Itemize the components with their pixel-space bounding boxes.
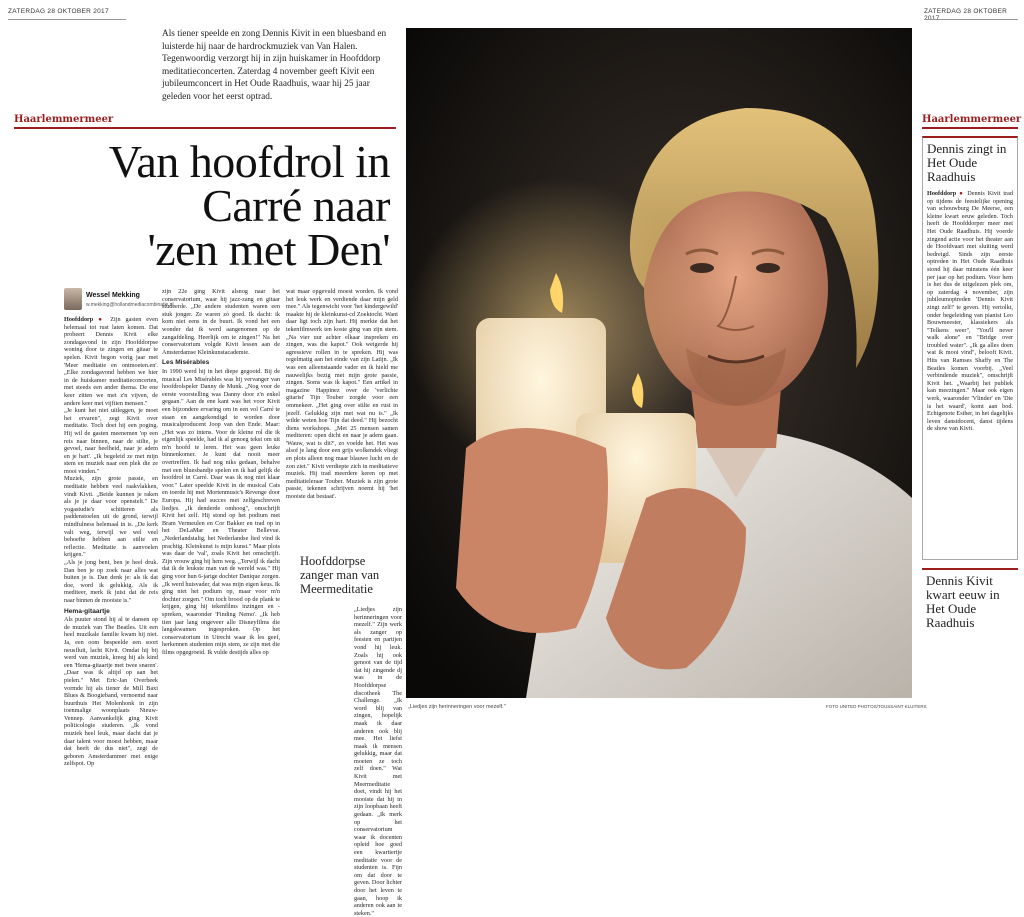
col2-paragraph-2: In 1990 werd hij in het diepe gegooid. Bij de musical Les Misérables was hij vervanger van hoofdrolspeler Danny de Munk. „Nog voor de eerste voorstelling was Danny door z'n enkel gegaan." Aan de ene kant was het voor Kivit een bijzondere ervaring om in een vol Carré te staan en aangekondigd te worden door musicalproducent Joop van den Ende. Maar: „Het was zo intens. Voor de kleine rol die ik eigenlijk speelde, had ik al genoeg tekst om uit m'n hoofd te leren. Het was geen leuke binnenkomer. Je kunt dat nooit meer overtreffen. Ik had nog niks gedaan, behalve met een bluesbandje spelen en ik had gelijk de hoofdrol in Carré. Daar was ik nog niet klaar voor." Later speelde Kivit in de musical Cats en toerde hij met Mortenmusic's Revenge door Europa. Hij had succes met zelfgeschreven liedjes. „Ik denderde omhoog", omschrijft Kivit het zelf. Hij stond op het podium met Bram Vermeulen en Cor Bakker en trad op in het DeLaMar en Theater Bellevue. „Nederlandstalig, het Nederlandse lied vind ik prachtig. Kleinkunst is mijn kunst." Maar plots was daar de 'val', zoals Kivit het omschrijft. Zijn vrouw ging bij hem weg. „Terwijl ik dacht dat ik de leukste man van de wereld was." Hij ging voor hun 6-jarige dochter Danique zorgen. „Ik werd huisvader, dat was mijn eigen keus. Ik ging niet het podium op, maar voor m'n dochter zorgen." Om toch brood op de plank te krijgen, ging hij tekenfilms inzingen en -spreken, waaronder 'Finding Nemo'. „Ik heb tien jaar lang ongeveer alle Disneyfilms die langskwamen ingesproken. Op het conservatorium in Utrecht waar ik les geef, herkennen studenten mijn stem, ze zijn met die films opgegroeid. Ik vulde destijds alles op xyxy=(162,367,280,656)
article-photo xyxy=(406,28,912,698)
quote-head: Hoofddorpse zanger man van Meermeditatie xyxy=(300,554,380,596)
section-tag-left: Haarlemmermeer xyxy=(14,114,114,125)
article-column-1 xyxy=(64,316,158,768)
headline-line-2: Carré naar xyxy=(202,180,390,231)
sidebar-kicker: Hoofddorp ● xyxy=(927,190,965,197)
top-rule-right xyxy=(924,19,1018,20)
article-intro: Als tiener speelde en zong Dennis Kivit in een bluesband en luisterde hij naar de hardrockmuziek van Van Halen. Tegenwoordig verzorgt hij in zijn huiskamer in Hoofddorp meditatieconcerten. Zaterdag 4 november geeft Kivit een jubileumconcert in Het Oude Raadhuis, waar hij 25 jaar geleden voor het eerst optrad. xyxy=(162,29,387,102)
sidebar-body: Dennis Kivit trad op tijdens de feestelijke opening van schouwburg De Meerse, een kleine kwart eeuw geleden. Toch heeft de Hoofddorper meer met Het Oude Raadhuis. Hij voerde zingend actie voor het theater aan de Hoofdvaart met sluiting werd bedreigd. Sinds zijn eerste optreden in Het Oude Raadhuis stond hij daar minstens één keer per jaar op het podium. Voor hem is het dus de uitgelezen plek om, op zaterdag 4 november, zijn jubileumoptreden 'Dennis Kivit zingt zelf!' te geven. Hij vertolkt, onder begeleiding van pianist Leo Bouwmeester, klassiekers als "Telkens weer", "You'll never walk alone" en "Bridge over troubled water". „Ik ga alles doen wat ik mooi vind", belooft Kivit. Hits van Ramses Shaffy en The Beatles komen voorbij. „Veel verbindende muziek", omschrijft Kivit het. „Waarbij het publiek kan meezingen." Maar ook eigen werk, waaronder 'Vlinder' en 'Die is het waard', komt aan bod. Echtgenote Esther, in het dagelijks leven danstdocent, danst tijdens de show van Kivit. xyxy=(927,190,1013,433)
headline-line-3: 'zen met Den' xyxy=(147,224,390,275)
bottom-teaser-title: Dennis Kivit kwart eeuw in Het Oude Raadhuis xyxy=(926,573,1000,630)
article-column-3b xyxy=(354,606,402,917)
article-column-2 xyxy=(162,288,280,728)
bottom-teaser xyxy=(922,568,1018,630)
section-bar-left xyxy=(14,127,396,129)
sidebar-text xyxy=(927,190,1013,550)
col1-paragraph-3: Muziek, zijn grote passie, en meditatie hebben veel raakvlakken, vindt Kivit. „Beide kunnen je raken als je je daar voor openstelt." De yogastudie's schitteren als paddenstoelen uit de grond, terwijl mindfulness helemaal in is. „De kerk valt weg, terwijl we wel veel behoefte hebben aan stilte en reflectie. Meditatie is aanvoelen krijgen." xyxy=(64,475,158,559)
col1-paragraph-4: „Als je jong bent, ben je heel druk. Dan ben je op zoek naar alles wat buiten je is. Dan denk je: als ik dat doe, word ik gelukkig. Als ik mediteer, merk ik juist dat de reis naar binnen de mooiste is." xyxy=(64,559,158,604)
headline-line-1: Van hoofdrol in xyxy=(108,136,390,187)
author-byline xyxy=(64,288,174,314)
dateline-right: ZATERDAG 28 OKTOBER xyxy=(924,8,1008,15)
sidebar-box xyxy=(922,136,1018,560)
subhead-les-miserables: Les Misérables xyxy=(162,359,210,367)
top-rule-left xyxy=(8,19,126,20)
photo-caption: „Liedjes zijn herinneringen voor mezelf." xyxy=(408,704,506,710)
col1-paragraph-2: „Je kunt het niet uitleggen, je moet het ervaren", zegt Kivit over meditatie. Toch doet hij een poging. Hij wil de gasten meenemen 'op een reis naar binnen, naar de stilte, je gevoel, naar heelheid, naar je adem en je hart'. „Ik begeleid ze met mijn stem en muziek naar een plek die ze mooi vinden." xyxy=(64,407,158,475)
article-column-3 xyxy=(286,288,398,548)
sidebar-title: Dennis zingt in Het Oude Raadhuis xyxy=(927,141,1007,184)
author-email: w.mekking@hollandmediacombinatie.nl xyxy=(86,302,174,308)
headline xyxy=(20,136,390,275)
author-name: Wessel Mekking xyxy=(86,292,140,299)
photo-credit: FOTO UNITED PHOTOS/TOUSSAINT KLUITERS xyxy=(826,704,927,709)
author-avatar xyxy=(64,288,82,310)
col2-paragraph-1: zijn 22e ging Kivit alsnog naar het conservatorium, waar hij jazz-zang en gitaar studeerde. „De andere studenten waren een stuk jonger. Ze waren zó goed. Ik dacht: ik kom niet eens in de buurt. Ik vond het een wonder dat ik werd aangenomen op de zangafdeling. Heerlijk om te zingen!" Na het conservatorium volgde Kivit lessen aan de Amsterdamse Kleinkunstacademie. xyxy=(162,288,280,356)
col1-paragraph-1: Zijn gasten even helemaal tot rust laten komen. Dat probeert Dennis Kivit elke zondagavond in zijn Hoofddorpse woning door te zingen en gitaar te spelen. Kivit begon vorig jaar met 'Meer meditatie en ontmoeten.en'. „Elke zondagavond hebben we hier in de huiskamer meditatieconcerten, met steeds een ander thema. De ene keer zitten we met z'n vijven, de andere keer met vijftien mensen." xyxy=(64,316,158,407)
portrait-photo xyxy=(406,28,912,698)
subhead-hema: Hema-gitaartje xyxy=(64,607,110,615)
col3-paragraph-2: „Liedjes zijn herinneringen voor mezelf." Zijn werk als zanger op feesten en partijen vond hij leuk. Zoals hij ook genoot van de tijd dat hij zingende dj was in de Hoofddorpse discotheek The Challenge. „Ik word blij van zingen, hopelijk maak ik daar anderen ook blij mee. Het liefst maak ik mensen gelukkig, maar dat moeten ze toch zelf doen." Wat Kivit met Meermeditatie doet, vindt hij het mooiste dat hij in zijn loopbaan heeft gedaan. „Ik merk op het conservatorium waar ik docenten opleid hoe goed een kwartiertje meditatie voor de studenten is. Fijn om dat door te geven. Door lichter door het leven te gaan, hoop ik anderen ook aan te steken." xyxy=(354,606,402,917)
kicker-place: Hoofddorp ● xyxy=(64,316,106,323)
section-bar-right xyxy=(922,127,1018,129)
dateline-left: ZATERDAG 28 OKTOBER 2017 xyxy=(8,8,109,15)
col3-paragraph-1: wat maar opgevuld moest worden. Ik vond het leuk werk en verdiende daar mijn geld mee." Als tegenwicht voor 'het kindergewild' maakte hij de kleinkunst-cd Zoektocht. Want daar ligt toch zijn hart. Hij merkte dat het tekenfilmwerk ten koste ging van zijn stem. „Na vier uur achter elkaar inspreken en zingen, was die kapot." Ook weigerde hij agressieve rollen in te spreken. Hij was regelmatig aan het einde van zijn Latijn. „Ik was een alleenstaande vader en ik hield me nauwelijks bezig met mijn grote passie, zingen. Soms was ik kapot." Een artikel in magazine Happinez over de 'verlichte gitarist' Tijn Touber zorgde voor een ommekeer. „Het ging over stilte en rust in jezelf. Gelukkig zijn met wat nu is." „Ik wilde weten hoe Tijn dat deed." Hij bezocht diens workshops. „Met 25 mensen samen mediteren: open dicht en naar je adem gaan. 'Wauw, wat is dit?', zo voelde het. Het was alsof je lang door een grijs wolkendek vliegt en plots alleen nog maar blauwe lucht en de zon ziet." Kivit verdiepte zich in meditatieve muziek. Hij trad meerdere keren op met meditatieleraar Touber. Muziek is zijn grote passie, tekenen schrijven noemt hij 'het mooiste dat bestaat'. xyxy=(286,288,398,501)
section-tag-right: Haarlemmermeer xyxy=(922,114,1022,125)
col1-paragraph-5: Als puuter stond hij al te dansen op de muziek van The Beatles. Uit een heel muzikale familie kwam hij niet. Ja, een oom bespeelde een soort neusfluit, lacht Kivit. Omdat hij bij werd van muziek, kreeg hij als kind een 'Hema-gitaartje met twee snaren'. „Daar was ik altijd op aan het pielen." Met Eric-Jan Overbeek vormde hij als tiener de Mill Baxi Blues & Boogieband, vernoemd naar buurthuis Het Molenhonk in zijn toenmalige woonplaats Nieuw-Vennep. Aanvankelijk ging Kivit politicologie studeren. „Ik vond muziek heel leuk, maar dacht dat je daar talent voor moest hebben, maar dat heeft de dus niet", zegt de geboren Amsterdammer met enige zelfspot. Op xyxy=(64,616,158,768)
